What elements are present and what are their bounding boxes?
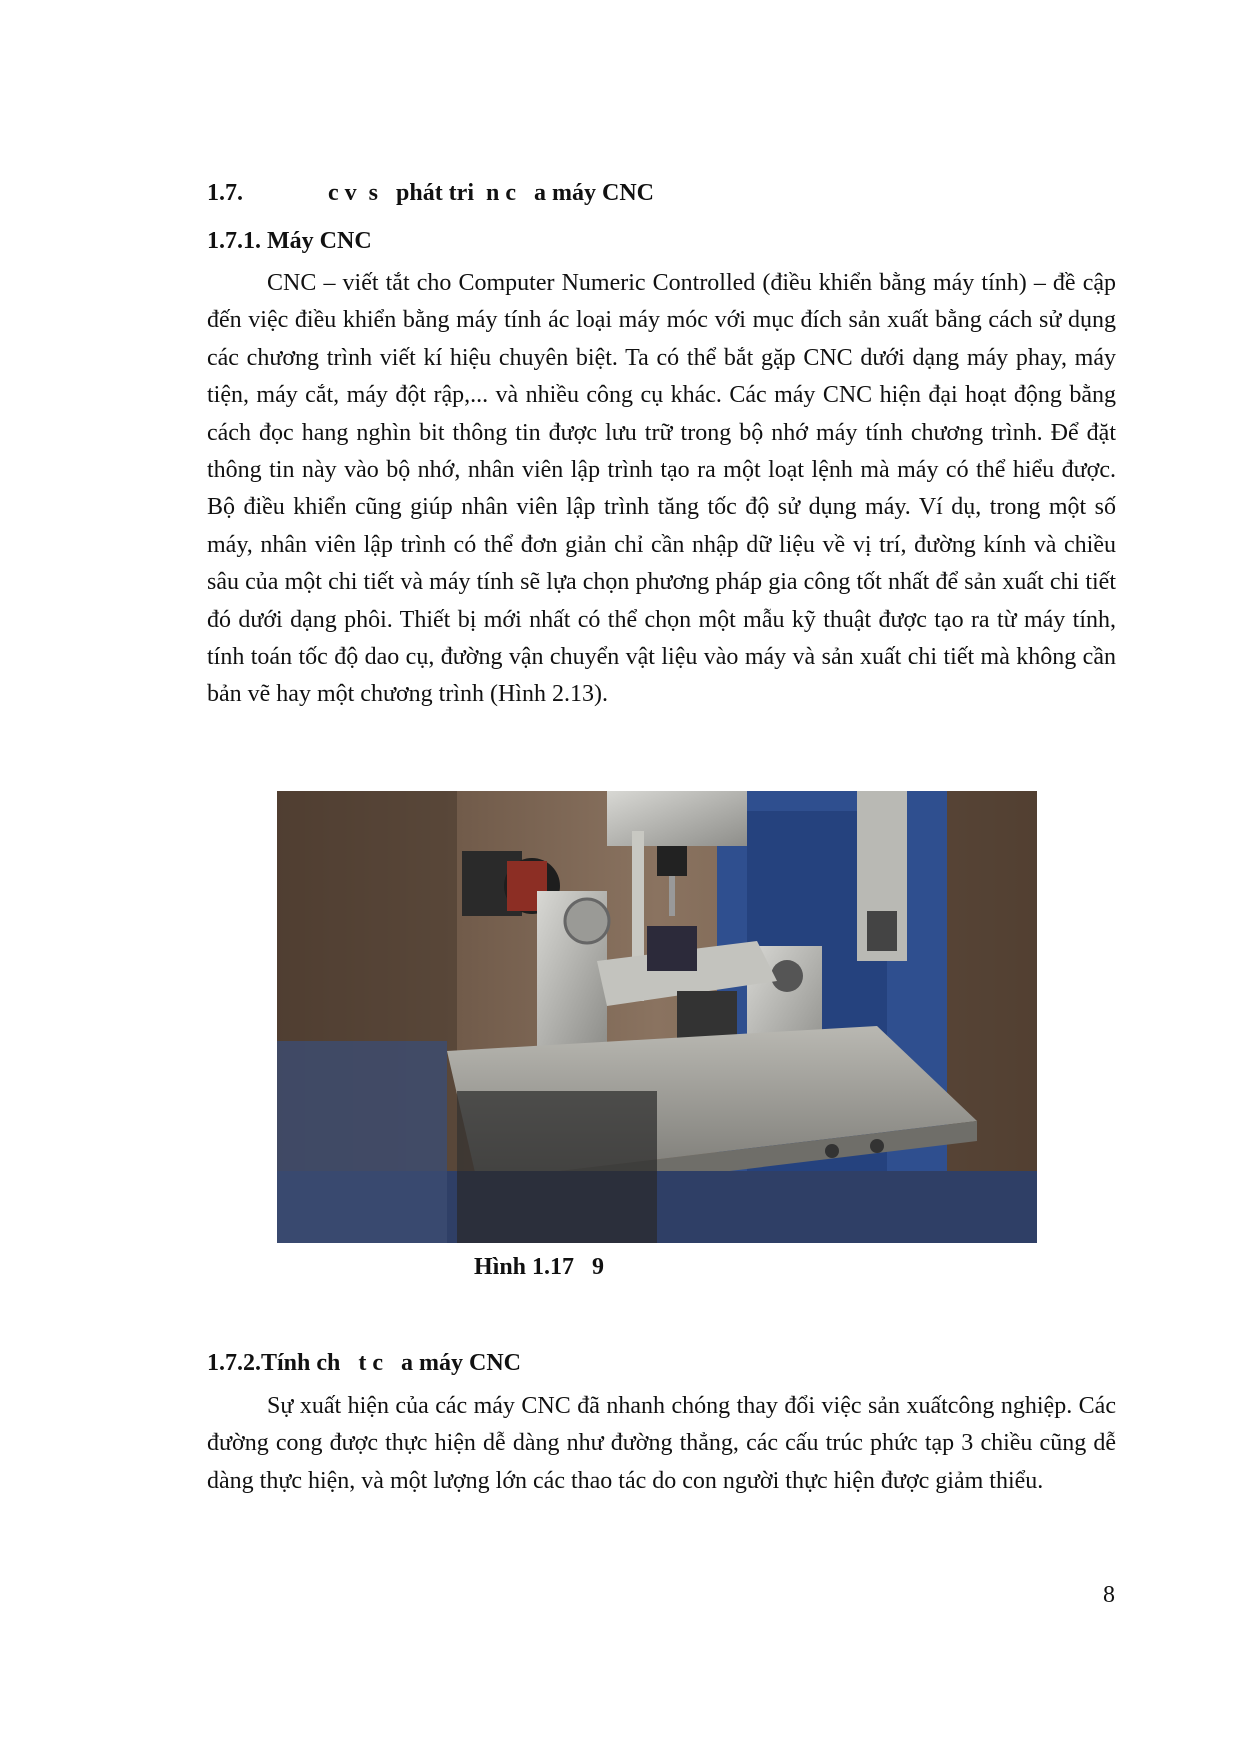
paragraph-cnc-definition: CNC – viết tắt cho Computer Numeric Controlled (điều khiển bằng máy tính) – đề cập đến việc điều khiển bằng máy tính ác loại máy móc với mục đích sản xuất bằng cách sử dụng các chương trình viết kí hiệu chuyên biệt. Ta có thể bắt gặp CNC dưới dạng máy phay, máy tiện, máy cắt, máy đột rập,... và nhiều công cụ khác. Các máy CNC hiện đại hoạt động bằng cách đọc hang nghìn bit thông tin được lưu trữ trong bộ nhớ máy tính chương trình. Để đặt thông tin này vào bộ nhớ, nhân viên lập trình tạo ra một loạt lệnh mà máy có thể hiểu được. Bộ điều khiển cũng giúp nhân viên lập trình tăng tốc độ sử dụng máy. Ví dụ, trong một số máy, nhân viên lập trình có thể đơn giản chỉ cần nhập dữ liệu về vị trí, đường kính và chiều sâu của một chi tiết và máy tính sẽ lựa chọn phương pháp gia công tốt nhất để sản xuất chi tiết đó dưới dạng phôi. Thiết bị mới nhất có thể chọn một mẫu kỹ thuật được tạo ra từ máy tính, tính toán tốc độ dao cụ, đường vận chuyển vật liệu vào máy và sản xuất chi tiết mà không cần bản vẽ hay một chương trình (Hình 2.13).: [207, 270, 1116, 708]
figure-caption: Hình 1.17 9: [474, 1254, 605, 1280]
page-number: 8: [1103, 1582, 1115, 1608]
subsection-title-tinh-chat: 1.7.2.Tính ch t c a máy CNC: [207, 1350, 522, 1376]
section-title: c v s phát tri n c a máy CNC: [328, 180, 654, 206]
paragraph-cnc-characteristics: Sự xuất hiện của các máy CNC đã nhanh chóng thay đổi việc sản xuấtcông nghiệp. Các đường cong được thực hiện dễ dàng như đường thẳng, các cấu trúc phức tạp 3 chiều cũng dễ dàng thực hiện, và một lượng lớn các thao tác do con người thực hiện được giảm thiểu.: [207, 1393, 1116, 1494]
section-number: 1.7.: [207, 180, 243, 206]
cnc-machine-photo: [277, 791, 1037, 1243]
subsection-title-may-cnc: 1.7.1. Máy CNC: [207, 228, 372, 254]
